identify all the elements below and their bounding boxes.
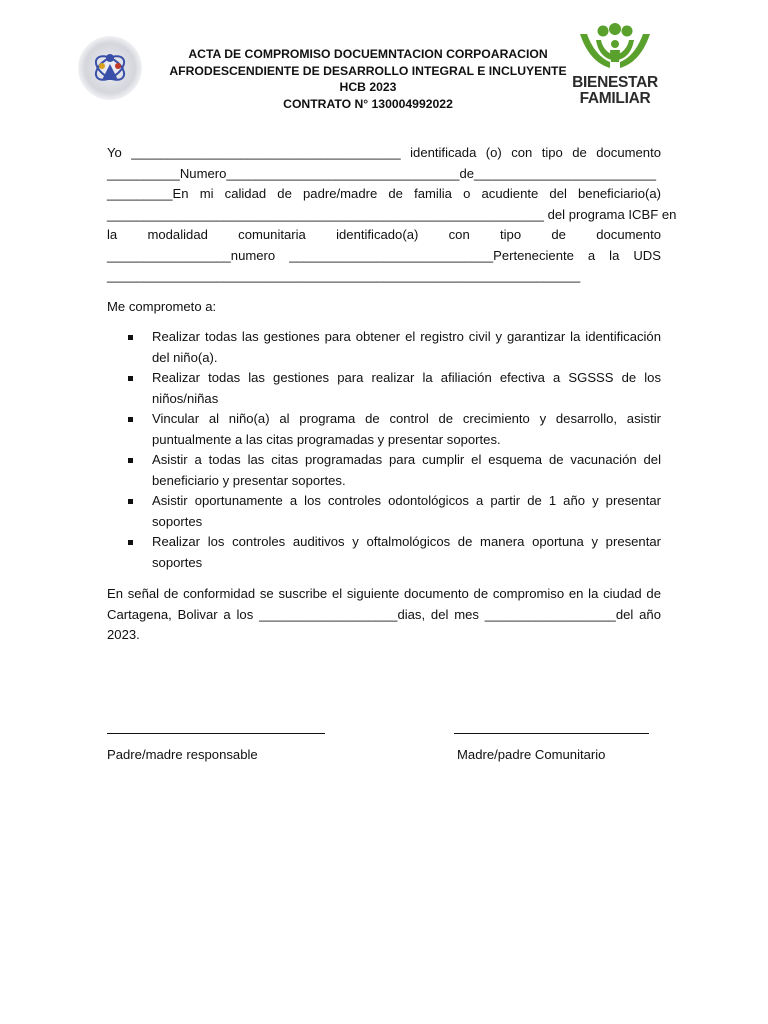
- closing-text: En señal de conformidad se suscribe el siguiente documento de compromiso en la ciudad de Cartagena, Bolivar a los: [107, 586, 661, 622]
- list-item: [127, 409, 661, 450]
- beneficiary-doc-number-blank[interactable]: ____________________________: [289, 247, 494, 263]
- icbf-family-icon: [572, 22, 658, 74]
- closing-anio: del año 2023.: [107, 606, 661, 642]
- doc-type-blank[interactable]: __________: [107, 165, 180, 181]
- intro-line-3: [107, 184, 661, 205]
- intro-line-4: [107, 205, 677, 226]
- commitment-text: Asistir oportunamente a los controles odontológicos a partir de 1 año y presentar soportes: [152, 493, 661, 529]
- commit-label: Me comprometo a:: [107, 299, 217, 314]
- intro-paragraph: [107, 143, 677, 287]
- signature-line-community[interactable]: [454, 733, 649, 734]
- header-line-3: HCB 2023: [339, 80, 397, 94]
- month-blank[interactable]: __________________: [484, 606, 616, 622]
- intro-modalidad: la modalidad comunitaria identificado(a) con tipo de documento: [107, 227, 661, 242]
- list-item: [127, 327, 661, 368]
- intro-line-7: [107, 266, 661, 287]
- intro-line-1: [107, 143, 661, 164]
- list-item: [127, 368, 661, 409]
- intro-numero-2: numero: [230, 247, 276, 263]
- intro-numero: Numero: [179, 165, 227, 181]
- commitment-text: Realizar los controles auditivos y oftalmológicos de manera oportuna y presentar soportes: [152, 534, 661, 570]
- closing-paragraph: [107, 584, 661, 646]
- doc-number-blank[interactable]: ________________________________: [226, 165, 460, 181]
- header-line-2: AFRODESCENDIENTE DE DESARROLLO INTEGRAL E INCLUYENTE: [169, 63, 567, 78]
- signature-label-parent: Padre/madre responsable: [107, 747, 258, 762]
- intro-identificada: identificada (o) con tipo de documento: [410, 145, 662, 160]
- doc-origin-blank-2[interactable]: _________: [107, 186, 173, 201]
- name-blank[interactable]: _____________________________________: [131, 145, 401, 160]
- intro-perteneciente: Perteneciente a la UDS: [493, 247, 661, 263]
- logo-text-bienestar: BIENESTAR: [572, 74, 658, 91]
- intro-line-5: [107, 225, 661, 246]
- organization-emblem-icon: [78, 36, 142, 100]
- logo-text-familiar: FAMILIAR: [579, 90, 651, 107]
- signature-label-community: Madre/padre Comunitario: [457, 747, 606, 762]
- commitment-text: Realizar todas las gestiones para obtener el registro civil y garantizar la identificación del niño(a).: [152, 329, 661, 365]
- list-item: [127, 491, 661, 532]
- bullet-icon: [127, 450, 133, 470]
- beneficiary-name-blank[interactable]: ____________________________________________________________: [107, 206, 544, 222]
- icbf-logo: [572, 22, 658, 108]
- intro-calidad: En mi calidad de padre/madre de familia o acudiente del beneficiario(a): [172, 186, 661, 201]
- signature-line-parent[interactable]: [107, 733, 325, 734]
- list-item: [127, 532, 661, 573]
- commitment-list: [127, 327, 661, 573]
- uds-blank[interactable]: _________________________________________________________________: [107, 268, 581, 283]
- header-line-1: ACTA DE COMPROMISO DOCUEMNTACION CORPOARACION: [188, 47, 548, 61]
- intro-yo: Yo: [107, 145, 122, 160]
- intro-line-2: [107, 164, 661, 185]
- commitment-text: Realizar todas las gestiones para realizar la afiliación efectiva a SGSSS de los niños/niñas: [152, 370, 661, 406]
- bullet-icon: [127, 327, 133, 347]
- list-item: [127, 450, 661, 491]
- organization-logo: [78, 36, 142, 100]
- closing-dias: dias, del mes: [397, 606, 479, 622]
- bullet-icon: [127, 409, 133, 429]
- intro-programa: del programa ICBF en: [547, 206, 677, 222]
- bullet-icon: [127, 491, 133, 511]
- intro-de: de: [459, 165, 475, 181]
- commitment-text: Vincular al niño(a) al programa de control de crecimiento y desarrollo, asistir puntualmente a las citas programadas y presentar soportes.: [152, 411, 661, 447]
- commitment-text: Asistir a todas las citas programadas para cumplir el esquema de vacunación del beneficiario y presentar soportes.: [152, 452, 661, 488]
- header-line-4: CONTRATO N° 130004992022: [283, 96, 453, 111]
- bullet-icon: [127, 532, 133, 552]
- beneficiary-doc-type-blank[interactable]: _________________: [107, 247, 231, 263]
- intro-line-6: [107, 246, 661, 267]
- doc-origin-blank[interactable]: _________________________: [474, 165, 657, 181]
- document-header: [168, 46, 568, 112]
- bullet-icon: [127, 368, 133, 388]
- day-blank[interactable]: ___________________: [259, 606, 398, 622]
